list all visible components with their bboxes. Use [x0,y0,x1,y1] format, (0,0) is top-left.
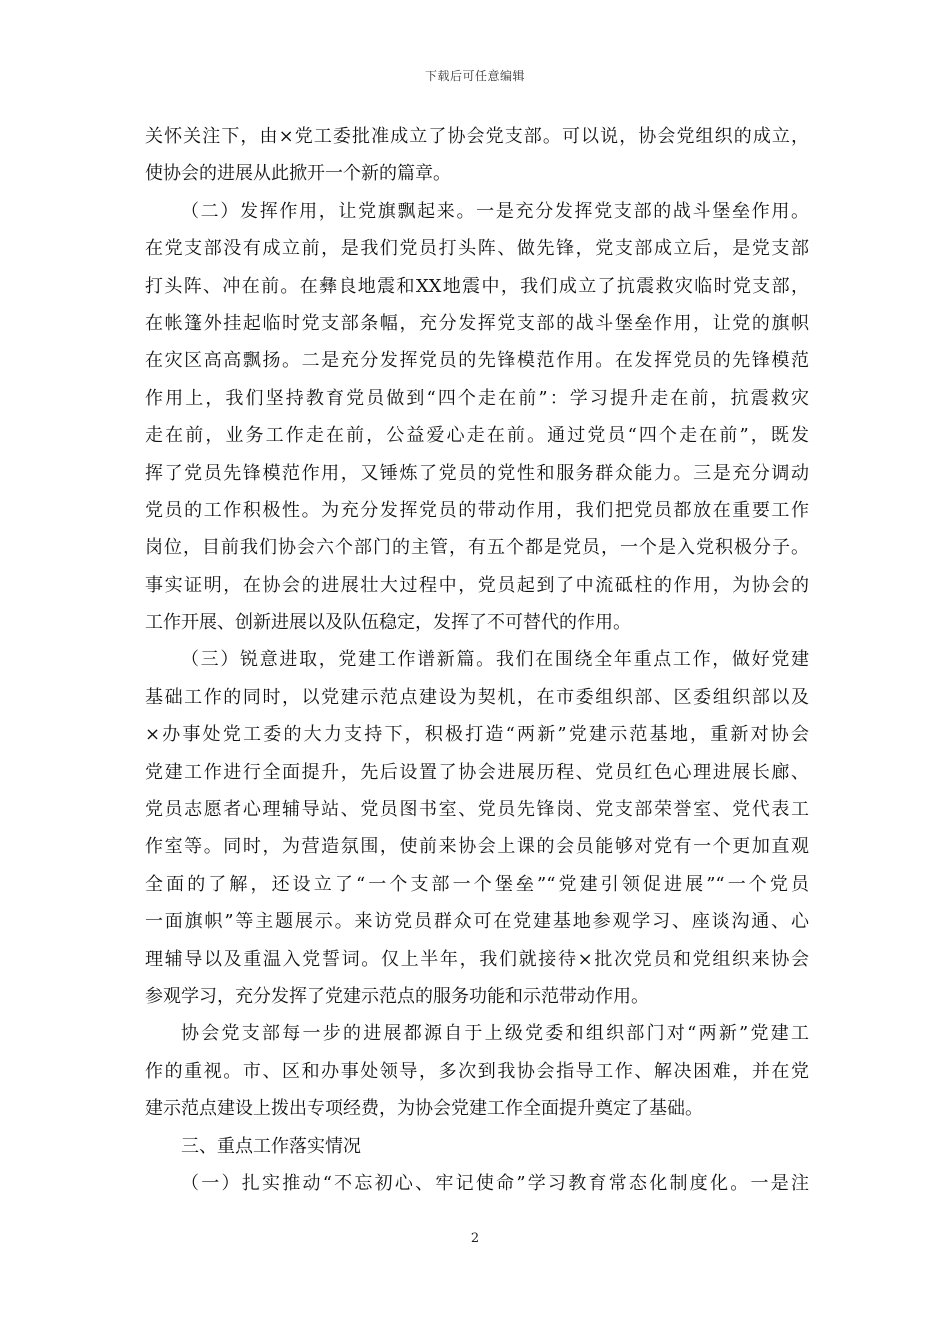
text-line: 党建工作进行全面提升，先后设置了协会进展历程、党员红色心理进展长廊、 [145,761,809,783]
text-line: 作的重视。市、区和办事处领导，多次到我协会指导工作、解决困难，并在党 [145,1060,809,1082]
text-line: 关怀关注下，由×党工委批准成立了协会党支部。可以说，协会党组织的成立， [145,126,809,147]
text-line: 走在前，业务工作走在前，公益爱心走在前。通过党员“四个走在前”，既发 [145,425,809,447]
text-line: 理辅导以及重温入党誓词。仅上半年，我们就接待×批次党员和党组织来协会 [145,948,809,970]
text-line: （一）扎实推动“不忘初心、牢记使命”学习教育常态化制度化。一是注 [181,1172,809,1194]
page-header: 下载后可任意编辑 [424,69,525,83]
text-line: 挥了党员先锋模范作用，又锤炼了党员的党性和服务群众能力。三是充分调动 [145,462,809,484]
text-line: 一面旗帜”等主题展示。来访党员群众可在党建基地参观学习、座谈沟通、心 [145,911,809,933]
text-line: ×办事处党工委的大力支持下，积极打造“两新”党建示范基地，重新对协会 [145,724,809,746]
text-line: 党员志愿者心理辅导站、党员图书室、党员先锋岗、党支部荣誉室、党代表工 [145,799,809,821]
text-line: 三、重点工作落实情况 [181,1135,361,1157]
document-body [145,118,809,1202]
text-line: 打头阵、冲在前。在彝良地震和XX地震中，我们成立了抗震救灾临时党支部， [145,275,809,297]
text-line: （三）锐意进取，党建工作谱新篇。我们在围绕全年重点工作，做好党建 [181,649,809,671]
text-line: 协会党支部每一步的进展都源自于上级党委和组织部门对“两新”党建工 [181,1023,809,1045]
text-line: 作用上，我们坚持教育党员做到“四个走在前”：学习提升走在前，抗震救灾 [145,387,809,409]
text-line: 使协会的进展从此掀开一个新的篇章。 [145,163,451,185]
page-number: 2 [470,1231,480,1246]
text-line: 工作开展、创新进展以及队伍稳定，发挥了不可替代的作用。 [145,612,631,634]
text-line: 参观学习，充分发挥了党建示范点的服务功能和示范带动作用。 [145,985,649,1007]
text-line: 在党支部没有成立前，是我们党员打头阵、做先锋，党支部成立后，是党支部 [145,238,809,260]
text-line: 在帐篷外挂起临时党支部条幅，充分发挥党支部的战斗堡垒作用，让党的旗帜 [145,312,809,334]
text-line: 事实证明，在协会的进展壮大过程中，党员起到了中流砥柱的作用，为协会的 [145,574,809,596]
text-line: 作室等。同时，为营造氛围，使前来协会上课的会员能够对党有一个更加直观 [145,836,809,858]
text-line: 建示范点建设上拨出专项经费，为协会党建工作全面提升奠定了基础。 [145,1098,703,1120]
text-line: 岗位，目前我们协会六个部门的主管，有五个都是党员，一个是入党积极分子。 [145,537,809,559]
text-line: 全面的了解，还设立了“一个支部一个堡垒”“党建引领促进展”“一个党员 [145,873,809,895]
text-line: 基础工作的同时，以党建示范点建设为契机，在市委组织部、区委组织部以及 [145,686,809,708]
text-line: （二）发挥作用，让党旗飘起来。一是充分发挥党支部的战斗堡垒作用。 [181,200,809,222]
text-line: 在灾区高高飘扬。二是充分发挥党员的先锋模范作用。在发挥党员的先锋模范 [145,350,809,372]
text-line: 党员的工作积极性。为充分发挥党员的带动作用，我们把党员都放在重要工作 [145,499,809,521]
